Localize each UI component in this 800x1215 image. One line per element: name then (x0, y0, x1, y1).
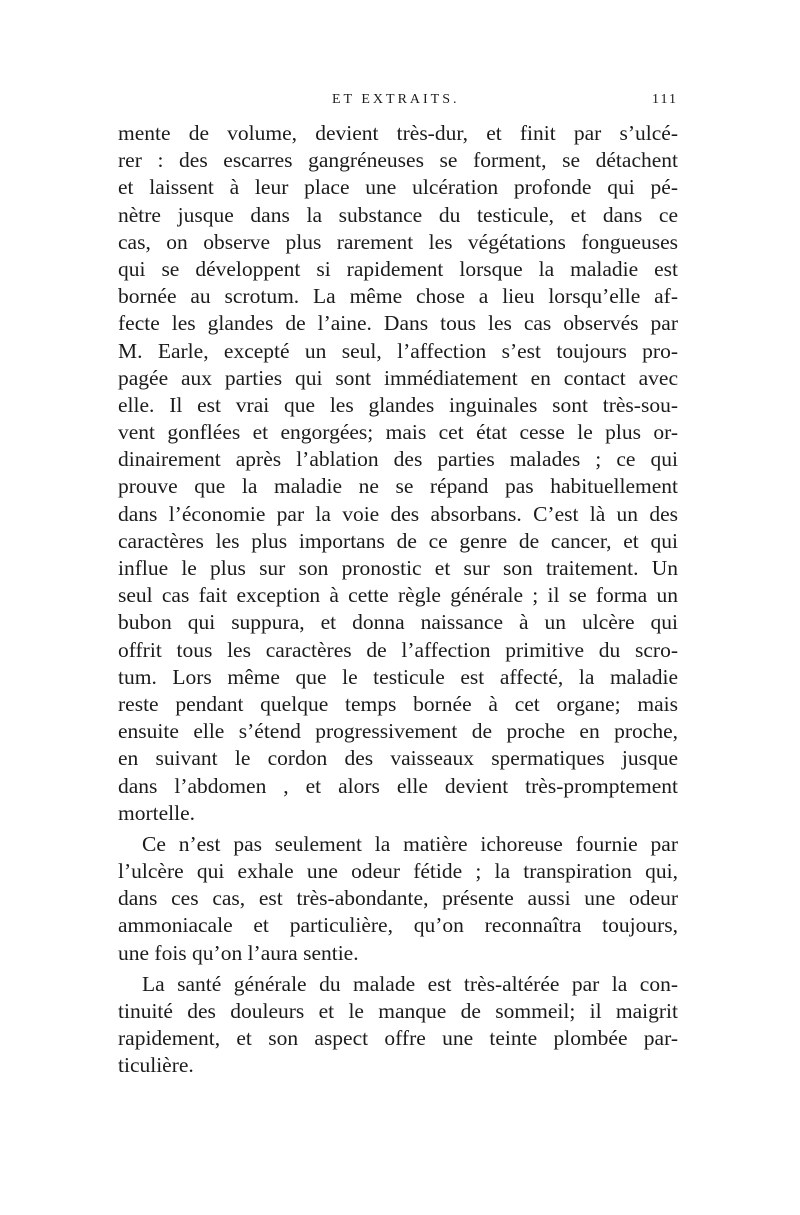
text-line: tinuité des douleurs et le manque de sommeil; il maigrit (118, 999, 678, 1023)
paragraph (118, 120, 678, 827)
text-line: M. Earle, excepté un seul, l’affection s’est toujours pro- (118, 338, 678, 363)
text-line: offrit tous les caractères de l’affection primitive du scro- (118, 637, 678, 662)
text-line: en suivant le cordon des vaisseaux spermatiques jusque (118, 746, 678, 771)
text-line: reste pendant quelque temps bornée à cet organe; mais (118, 691, 678, 716)
text-line: une fois qu’on l’aura sentie. (118, 940, 359, 965)
text-line: caractères les plus importans de ce genre de cancer, et qui (118, 528, 678, 553)
text-line: dans ces cas, est très-abondante, présente aussi une odeur (118, 886, 678, 911)
text-line: seul cas fait exception à cette règle générale ; il se forma un (118, 583, 678, 608)
text-line: dans l’économie par la voie des absorbans. C’est là un des (118, 501, 678, 526)
text-line: rapidement, et son aspect offre une teinte plombée par- (118, 1026, 678, 1051)
paragraph (118, 831, 678, 967)
text-line: nètre jusque dans la substance du testicule, et dans ce (118, 202, 678, 227)
body-text (118, 120, 678, 1080)
text-line: bornée au scrotum. La même chose a lieu lorsqu’elle af- (118, 284, 678, 309)
running-head-title: ET EXTRAITS. (332, 92, 460, 107)
text-line: elle. Il est vrai que les glandes inguinales sont très-sou- (118, 392, 678, 417)
text-line: et laissent à leur place une ulcération profonde qui pé- (118, 175, 678, 200)
text-line: influe le plus sur son pronostic et sur son traitement. Un (118, 556, 678, 580)
text-line: rer : des escarres gangréneuses se forment, se détachent (118, 148, 678, 173)
text-line: fecte les glandes de l’aine. Dans tous les cas observés par (118, 311, 678, 336)
page-number: 111 (652, 92, 678, 107)
text-line: qui se développent si rapidement lorsque la maladie est (118, 256, 678, 281)
running-head (118, 92, 678, 114)
text-line: ensuite elle s’étend progressivement de proche en proche, (118, 719, 678, 744)
text-line: bubon qui suppura, et donna naissance à un ulcère qui (118, 610, 678, 635)
text-line: vent gonflées et engorgées; mais cet état cesse le plus or- (118, 420, 678, 445)
text-line: prouve que la maladie ne se répand pas habituellement (118, 474, 678, 499)
text-line: dans l’abdomen , et alors elle devient très-promptement (118, 773, 678, 798)
text-line: ammoniacale et particulière, qu’on reconnaîtra toujours, (118, 913, 678, 938)
text-line: l’ulcère qui exhale une odeur fétide ; la transpiration qui, (118, 859, 678, 884)
text-line: Ce n’est pas seulement la matière ichoreuse fournie par (142, 831, 678, 856)
text-line: ticulière. (118, 1053, 194, 1078)
text-line: pagée aux parties qui sont immédiatement en contact avec (118, 365, 678, 390)
text-line: mente de volume, devient très-dur, et finit par s’ulcé- (118, 121, 678, 145)
text-line: dinairement après l’ablation des parties malades ; ce qui (118, 447, 678, 472)
text-line: cas, on observe plus rarement les végétations fongueuses (118, 229, 678, 254)
text-line: mortelle. (118, 800, 196, 825)
text-line: La santé générale du malade est très-altérée par la con- (142, 971, 678, 996)
paragraph (118, 971, 678, 1080)
text-line: tum. Lors même que le testicule est affecté, la maladie (118, 664, 678, 689)
